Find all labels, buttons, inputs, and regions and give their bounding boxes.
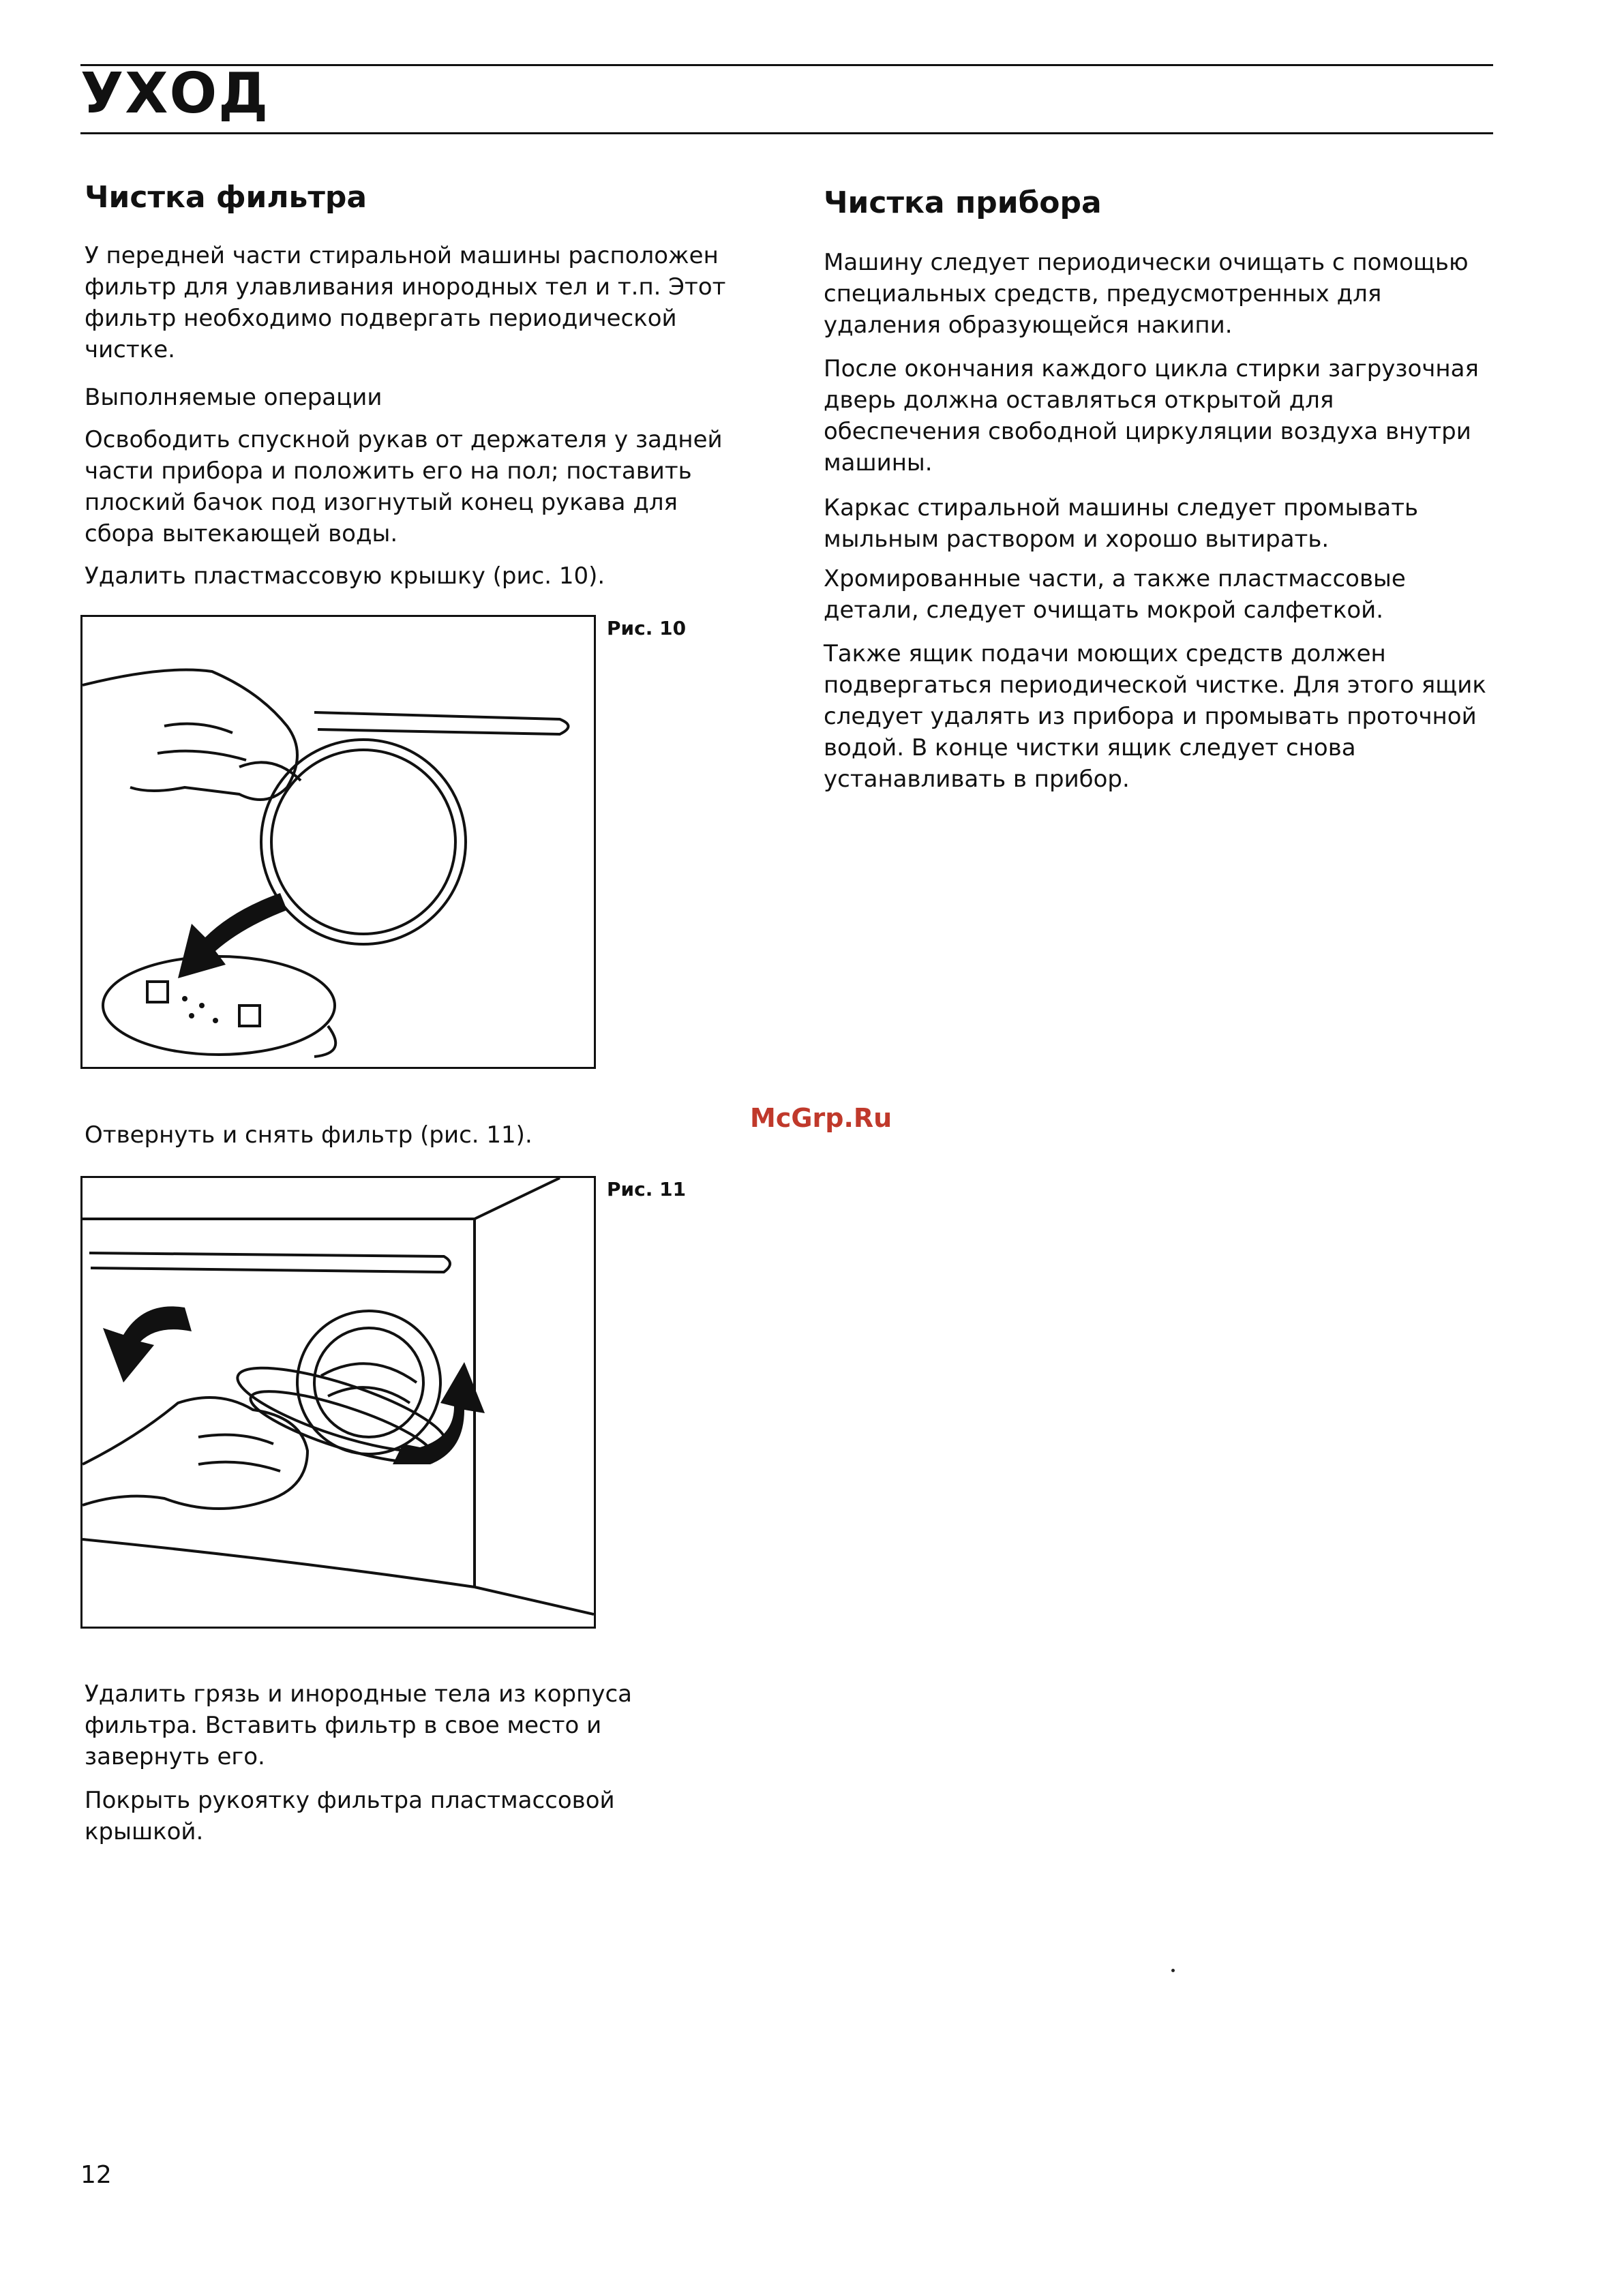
drain-hose-paragraph: Освободить спускной рукав от держателя у задней части прибора и положить его на пол; поставить плоский бачок под изогнутый конец рукава для сбора вытекающей воды.	[85, 426, 723, 547]
filter-intro-paragraph: У передней части стиральной машины расположен фильтр для улавливания инородных тел и т.п. Этот фильтр необходимо подвергать периодической чистке.	[85, 242, 726, 363]
title-underline	[80, 132, 1493, 134]
watermark: McGrp.Ru	[750, 1103, 892, 1133]
appliance-cleaning-heading: Чистка прибора	[824, 185, 1102, 220]
detergent-drawer-paragraph: Также ящик подачи моющих средств должен подвергаться периодической чистке. Для этого ящик следует удалять из прибора и промывать проточной водой. В конце чистки ящик следует снова устанавливать в прибор.	[824, 640, 1486, 793]
stray-dot	[1171, 1969, 1175, 1972]
frame-washing-paragraph: Каркас стиральной машины следует промывать мыльным раствором и хорошо вытирать.	[824, 494, 1419, 553]
operations-label: Выполняемые операции	[85, 384, 382, 411]
page-number: 12	[80, 2161, 112, 2189]
chrome-parts-paragraph: Хромированные части, а также пластмассовые детали, следует очищать мокрой салфеткой.	[824, 565, 1406, 624]
page-title: УХОД	[80, 61, 270, 126]
figure-11-illustration	[82, 1178, 594, 1627]
figure-11	[80, 1176, 596, 1629]
figure-10-caption: Рис. 10	[607, 617, 687, 639]
cover-handle-paragraph: Покрыть рукоятку фильтра пластмассовой крышкой.	[85, 1787, 615, 1845]
figure-11-caption: Рис. 11	[607, 1178, 687, 1200]
unscrew-filter-paragraph: Отвернуть и снять фильтр (рис. 11).	[85, 1121, 532, 1149]
figure-10	[80, 615, 596, 1069]
figure-10-illustration	[82, 617, 594, 1067]
top-rule	[80, 64, 1493, 66]
remove-cover-paragraph: Удалить пластмассовую крышку (рис. 10).	[85, 562, 605, 590]
door-open-paragraph: После окончания каждого цикла стирки загрузочная дверь должна оставляться открытой для обеспечения свободной циркуляции воздуха внутри машины.	[824, 355, 1479, 477]
filter-cleaning-heading: Чистка фильтра	[85, 180, 367, 215]
remove-dirt-paragraph: Удалить грязь и инородные тела из корпуса фильтра. Вставить фильтр в свое место и завернуть его.	[85, 1680, 632, 1770]
descaling-paragraph: Машину следует периодически очищать с помощью специальных средств, предусмотренных для удаления образующейся накипи.	[824, 249, 1469, 339]
